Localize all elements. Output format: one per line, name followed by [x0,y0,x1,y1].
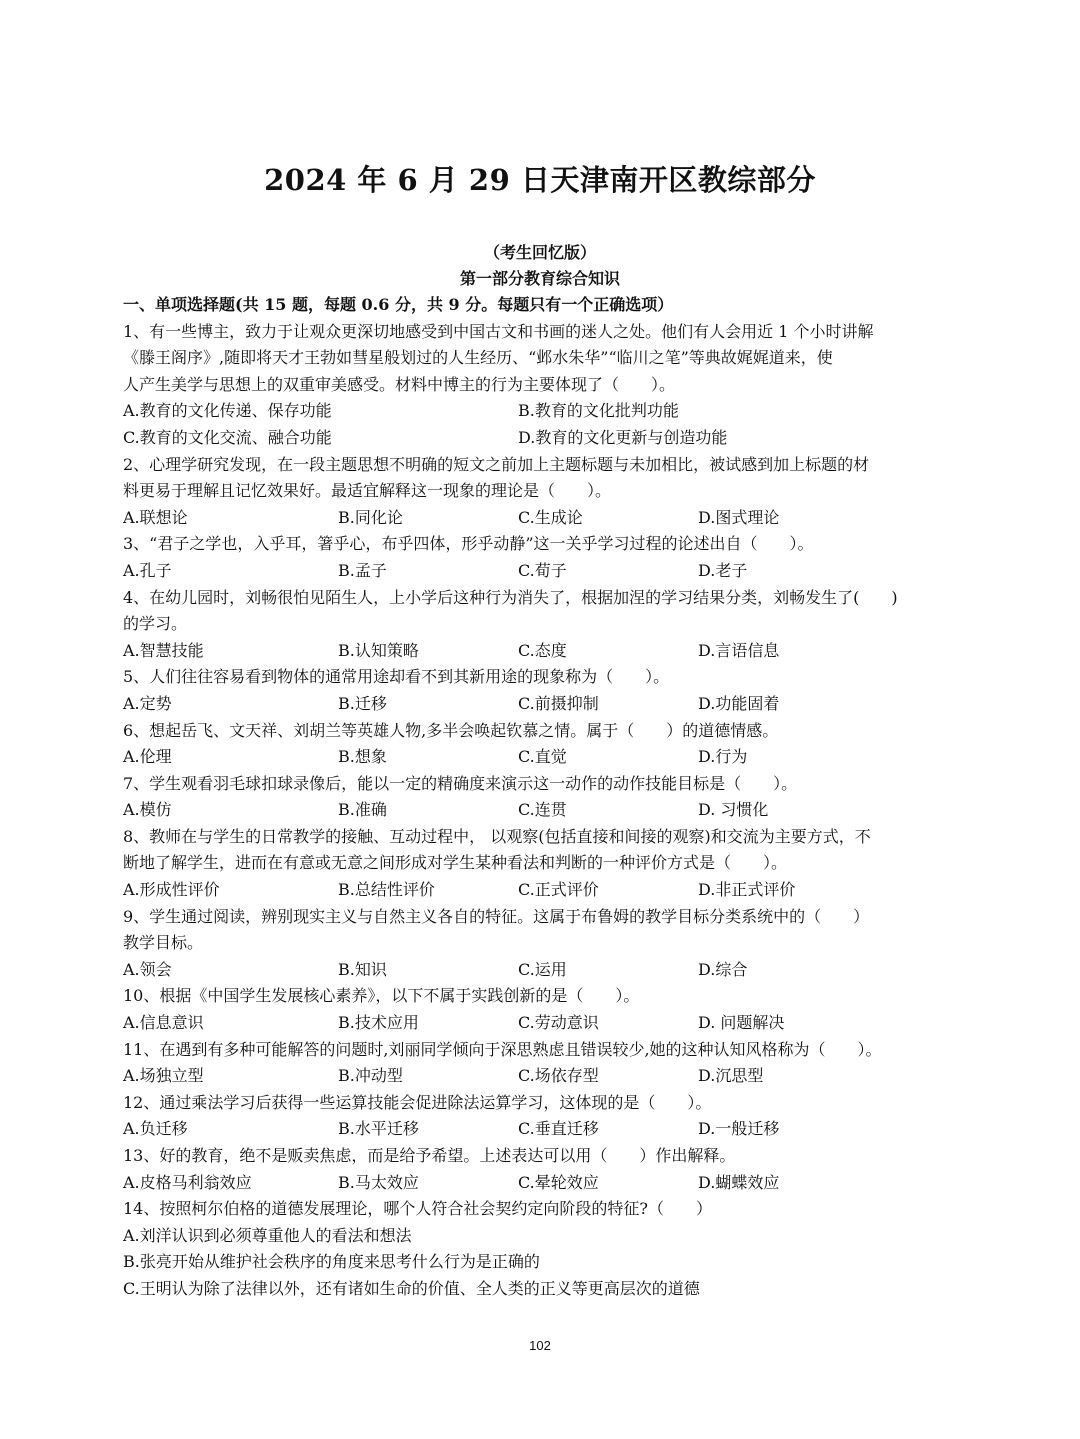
option-c: C.运用 [518,959,567,979]
option-a: A.联想论 [123,507,188,527]
subtitle: （考生回忆版） [483,243,596,262]
question-10 [123,983,963,1036]
question-text-line: 5、人们往往容易看到物体的通常用途却看不到其新用途的现象称为（ ）。 [123,667,670,687]
question-11 [123,1037,963,1090]
option-b: B.认知策略 [338,640,419,660]
option-c: C.连贯 [518,800,567,820]
question-text-line: 14、按照柯尔伯格的道德发展理论，哪个人符合社会契约定向阶段的特征?（ ） [123,1199,712,1219]
question-3 [123,531,963,584]
option-b: B.想象 [338,747,387,767]
options-row [123,1010,963,1037]
option-c: C.正式评价 [518,880,599,900]
question-text-line: A.刘洋认识到必须尊重他人的看法和想法 [123,1225,412,1245]
options-row [123,744,963,771]
question-4 [123,585,963,665]
question-text-line: 11、在遇到有多种可能解答的问题时,刘丽同学倾向于深思熟虑且错误较少,她的这种认知风格称为（ ）。 [123,1039,882,1059]
question-text-line: 7、学生观看羽毛球扣球录像后，能以一定的精确度来演示这一动作的动作技能目标是（ ）。 [123,773,798,793]
option-d: D.教育的文化更新与创造功能 [518,427,728,447]
options-row [123,797,963,824]
section-heading: 一、单项选择题(共 15 题，每题 0.6 分，共 9 分。每题只有一个正确选项） [123,295,674,314]
options-row [123,1063,963,1090]
question-text-line: 13、好的教育，绝不是贩卖焦虑，而是给予希望。上述表达可以用（ ）作出解释。 [123,1146,736,1165]
option-a: A.皮格马利翁效应 [123,1172,252,1192]
option-a: A.信息意识 [123,1013,204,1033]
option-b: B.教育的文化批判功能 [518,401,679,421]
question-8 [123,824,963,904]
question-12 [123,1090,963,1143]
option-d: D.老子 [698,560,748,580]
option-a: A.孔子 [123,560,172,580]
question-text-line: 12、通过乘法学习后获得一些运算技能会促进除法运算学习，这体现的是（ ）。 [123,1092,712,1112]
option-c: C.场依存型 [518,1066,599,1086]
question-text-line: 料更易于理解且记忆效果好。最适宜解释这一现象的理论是（ ）。 [123,481,612,501]
option-b: B.同化论 [338,507,403,527]
options-row [123,398,963,425]
question-text-line: 4、在幼儿园时，刘畅很怕见陌生人，上小学后这种行为消失了，根据加涅的学习结果分类，刘畅发生了( ) [123,587,898,607]
option-a: A.模仿 [123,800,172,820]
option-d: D.沉思型 [698,1066,764,1086]
question-text-line: 8、教师在与学生的日常教学的接触、互动过程中， 以观察(包括直接和间接的观察)和交流为主要方式，不 [123,826,871,846]
option-d: D. 习惯化 [698,800,769,820]
option-d: D.蝴蝶效应 [698,1172,780,1192]
option-d: D.行为 [698,747,748,767]
option-b: B.准确 [338,800,387,820]
question-text-line: 人产生美学与思想上的双重审美感受。材料中博主的行为主要体现了（ ）。 [123,374,676,394]
option-a: A.伦理 [123,747,172,767]
option-a: A.智慧技能 [123,640,204,660]
option-c: C.态度 [518,640,567,660]
option-c: C.垂直迁移 [518,1119,599,1139]
options-row [123,558,963,585]
question-text-line: 10、根据《中国学生发展核心素养》，以下不属于实践创新的是（ ）。 [123,986,640,1006]
option-b: B.冲动型 [338,1066,403,1086]
option-c: C.晕轮效应 [518,1172,599,1192]
options-row [123,1116,963,1143]
options-row [123,877,963,904]
question-6 [123,718,963,771]
option-d: D.图式理论 [698,507,780,527]
option-c: C.直觉 [518,747,567,767]
options-row [123,425,963,452]
option-b: B.技术应用 [338,1013,419,1033]
page-number: 102 [529,1338,551,1353]
option-d: D.非正式评价 [698,880,796,900]
question-list [123,292,963,1303]
question-text-line: 9、学生通过阅读，辨别现实主义与自然主义各自的特征。这属于布鲁姆的教学目标分类系统中的（ ） [123,906,870,926]
question-text-line: 《滕王阁序》,随即将天才王勃如彗星般划过的人生经历、“邺水朱华”“临川之笔”等典故娓娓道来，使 [123,348,833,368]
question-2 [123,452,963,532]
option-a: A.定势 [123,693,172,713]
question-text-line: 6、想起岳飞、文天祥、刘胡兰等英雄人物,多半会唤起钦慕之情。属于（ ）的道德情感。 [123,720,779,740]
options-row [123,691,963,718]
options-row [123,638,963,665]
part-heading: 第一部分教育综合知识 [459,269,620,288]
question-text-line: 断地了解学生，进而在有意或无意之间形成对学生某种看法和判断的一种评价方式是（ ）。 [123,853,788,873]
question-7 [123,771,963,824]
questions [123,319,963,1303]
option-a: A.负迁移 [123,1119,188,1139]
question-9 [123,904,963,984]
question-text-line: 教学目标。 [123,933,204,953]
option-d: D.一般迁移 [698,1119,780,1139]
option-d: D. 问题解决 [698,1013,785,1033]
question-14 [123,1196,963,1302]
question-5 [123,664,963,717]
option-d: D.功能固着 [698,693,780,713]
option-c: C.教育的文化交流、融合功能 [123,427,332,447]
page-title: 2024 年 6 月 29 日天津南开区教综部分 [264,163,816,197]
option-b: B.马太效应 [338,1172,419,1192]
option-c: C.前摄抑制 [518,693,599,713]
option-b: B.孟子 [338,560,387,580]
option-b: B.知识 [338,959,387,979]
question-text-line: B.张亮开始从维护社会秩序的角度来思考什么行为是正确的 [123,1252,540,1272]
question-text-line: 的学习。 [123,614,188,634]
options-row [123,505,963,532]
question-text-line: C.王明认为除了法律以外，还有诸如生命的价值、全人类的正义等更高层次的道德 [123,1278,700,1298]
option-b: B.迁移 [338,693,387,713]
question-1 [123,319,963,452]
option-a: A.教育的文化传递、保存功能 [123,401,332,421]
options-row [123,957,963,984]
option-d: D.言语信息 [698,640,780,660]
option-d: D.综合 [698,959,748,979]
option-c: C.劳动意识 [518,1013,599,1033]
question-text-line: 2、心理学研究发现，在一段主题思想不明确的短文之前加上主题标题与未加相比，被试感到加上标题的材 [123,454,870,474]
option-a: A.形成性评价 [123,880,220,900]
option-c: C.生成论 [518,507,583,527]
option-b: B.水平迁移 [338,1119,419,1139]
options-row [123,1170,963,1197]
option-c: C.荀子 [518,560,567,580]
option-b: B.总结性评价 [338,880,435,900]
option-a: A.场独立型 [123,1066,204,1086]
option-a: A.领会 [123,959,172,979]
question-text-line: 1、有一些博主，致力于让观众更深切地感受到中国古文和书画的迷人之处。他们有人会用近 1 个小时讲解 [123,321,874,341]
question-13 [123,1143,963,1196]
question-text-line: 3、“君子之学也，入乎耳，箸乎心，布乎四体，形乎动静”这一关乎学习过程的论述出自（ ）。 [123,534,814,554]
